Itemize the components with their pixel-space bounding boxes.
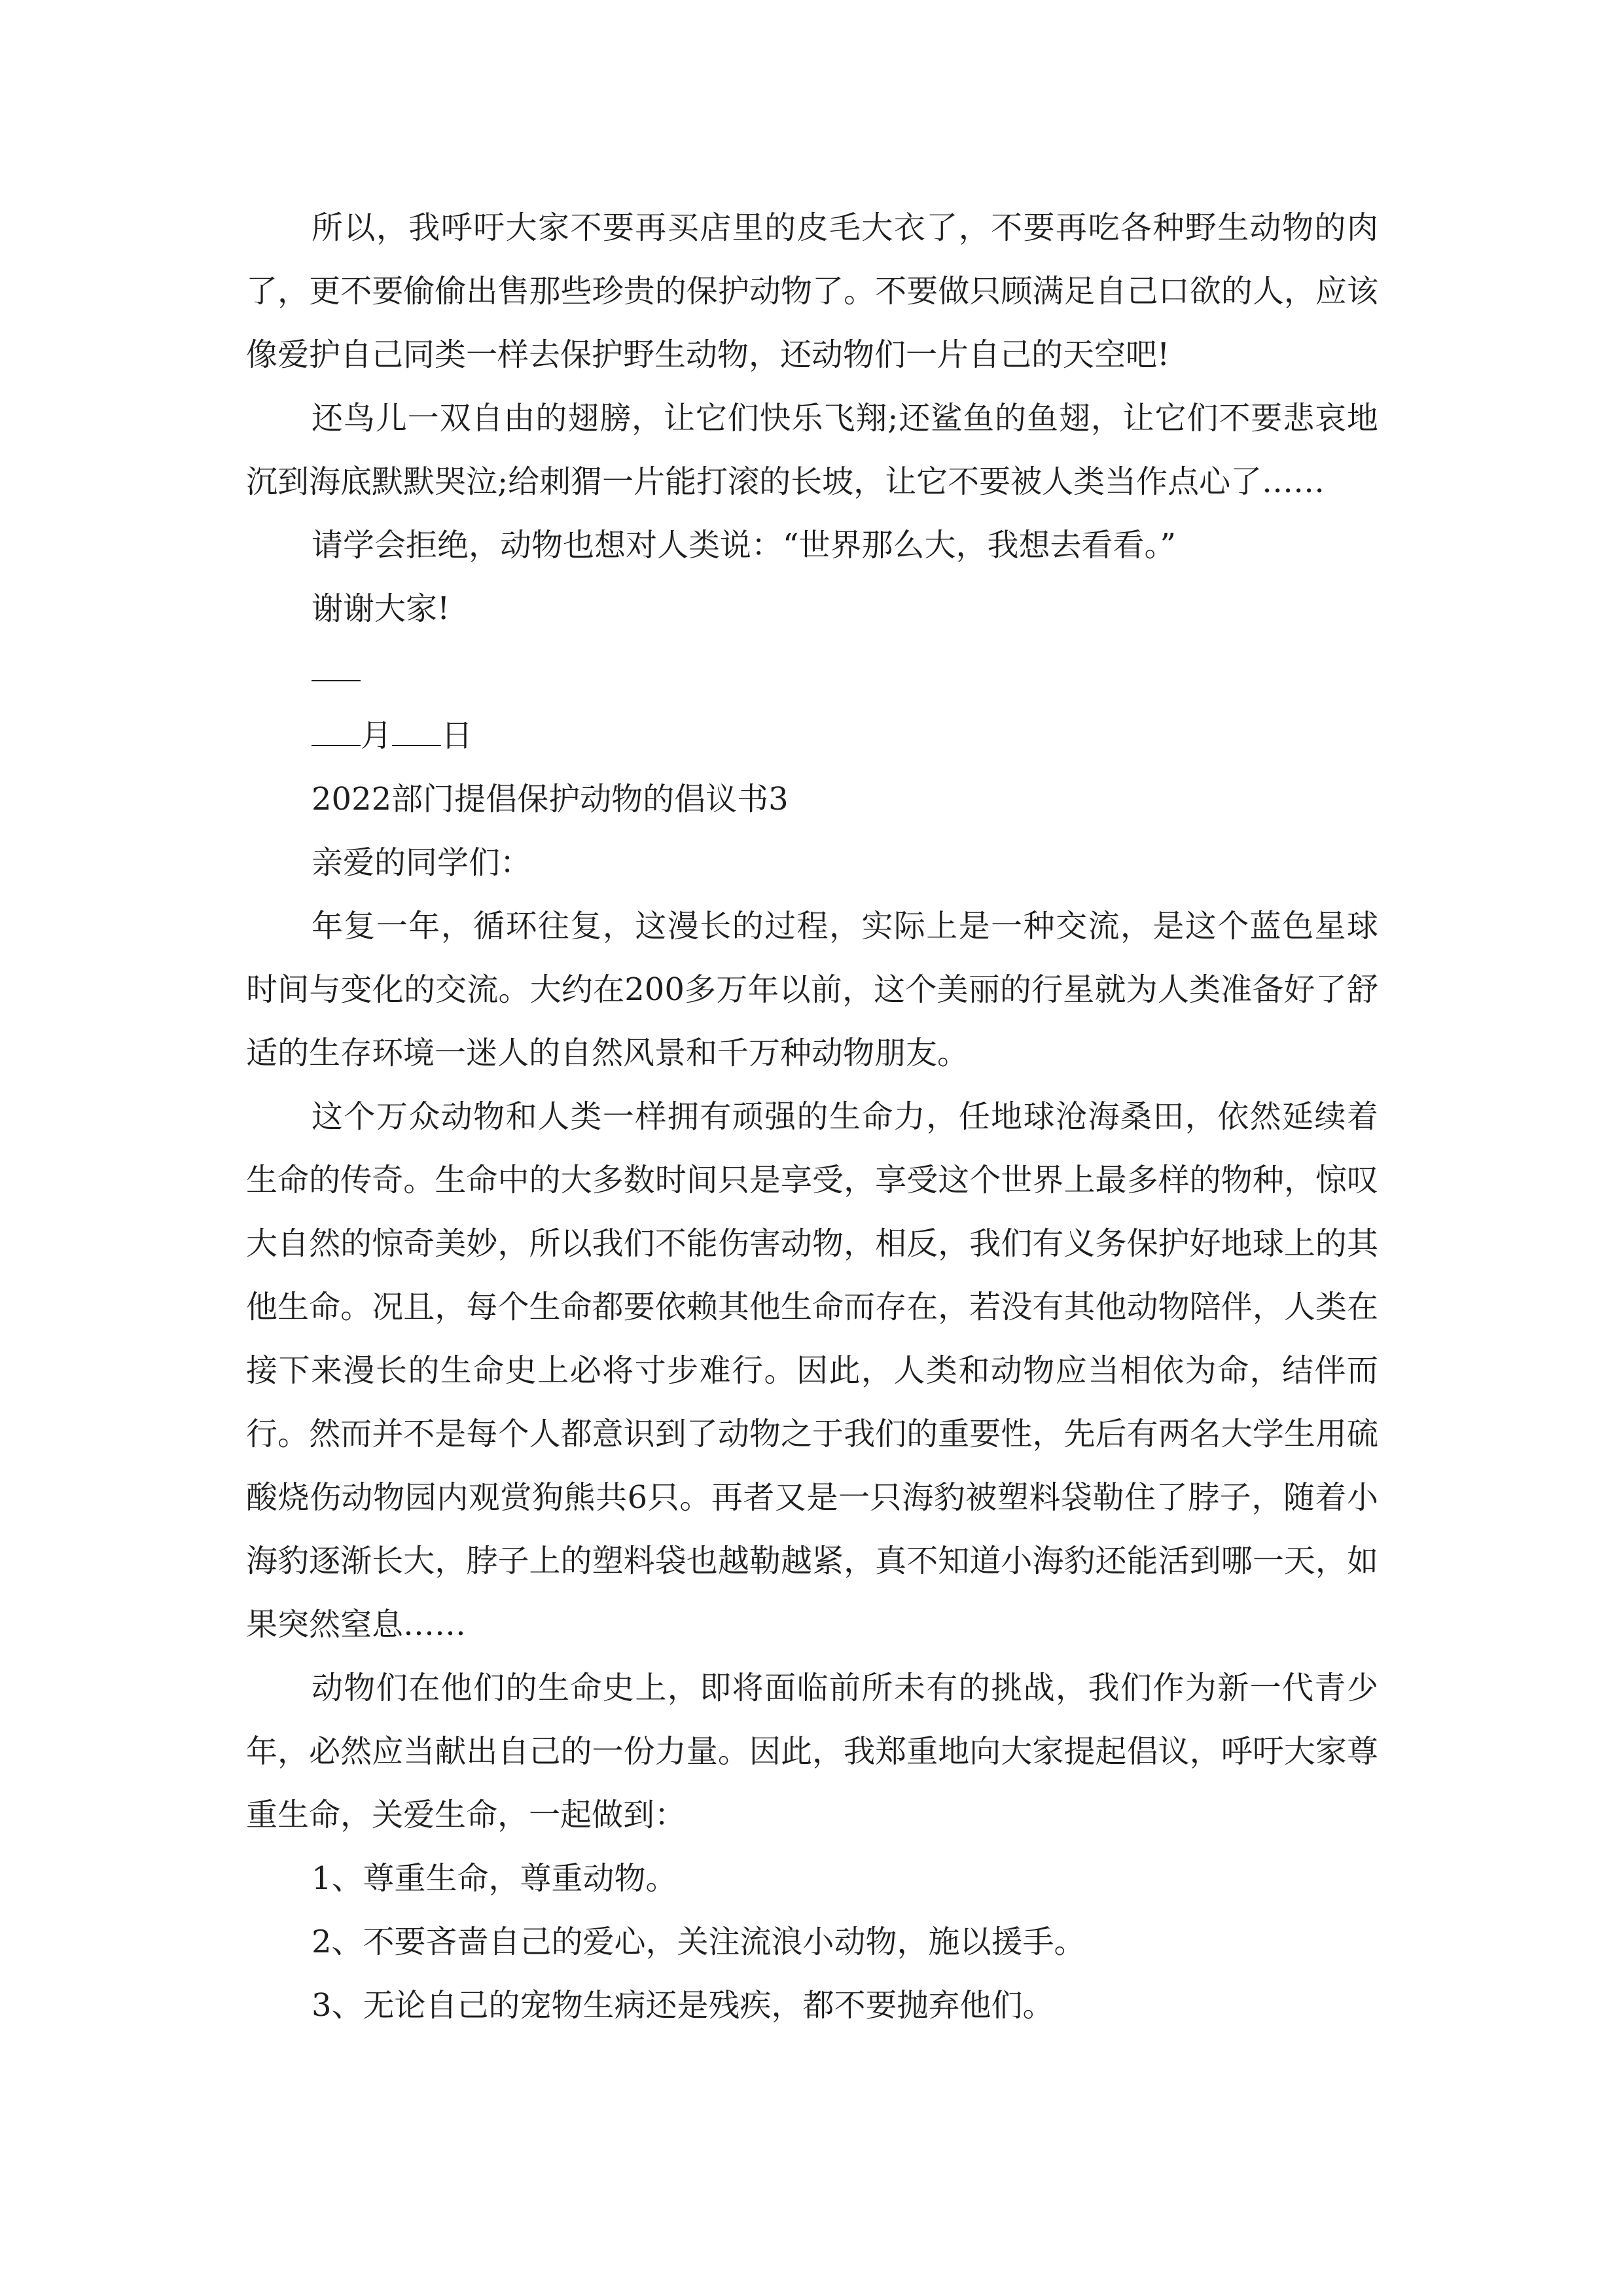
salutation: 亲爱的同学们： xyxy=(312,844,532,881)
month-label: 月 xyxy=(361,717,393,754)
list-item: 3、无论自己的宠物生病还是残疾，都不要抛弃他们。 xyxy=(312,1987,1054,2024)
month-blank xyxy=(312,719,361,746)
list-item: 1、尊重生命，尊重动物。 xyxy=(312,1860,677,1897)
section-title: 2022部门提倡保护动物的倡议书3 xyxy=(312,781,789,817)
date-line xyxy=(246,704,1378,768)
paragraph-proposal: 动物们在他们的生命史上，即将面临前所未有的挑战，我们作为新一代青少年，必然应当献出自己的一份力量。因此，我郑重地向大家提起倡议，呼吁大家尊重生命，关爱生命，一起做到： xyxy=(246,1670,1378,1833)
signature-rule xyxy=(312,680,361,681)
paragraph-quote: 请学会拒绝，动物也想对人类说：“世界那么大，我想去看看。” xyxy=(312,527,1177,564)
list-item: 2、不要吝啬自己的爱心，关注流浪小动物，施以援手。 xyxy=(312,1924,1086,1960)
document-body xyxy=(246,196,1378,2037)
paragraph-life: 这个万众动物和人类一样拥有顽强的生命力，任地球沧海桑田，依然延续着生命的传奇。生命中的大多数时间只是享受，享受这个世界上最多样的物种，惊叹大自然的惊奇美妙，所以我们不能伤害动物，相反，我们有义务保护好地球上的其他生命。况且，每个生命都要依赖其他生命而存在，若没有其他动物陪伴，人类在接下来漫长的生命史上必将寸步难行。因此，人类和动物应当相依为命，结伴而行。然而并不是每个人都意识到了动物之于我们的重要性，先后有两名大学生用硫酸烧伤动物园内观赏狗熊共6只。再者又是一只海豹被塑料袋勒住了脖子，随着小海豹逐渐长大，脖子上的塑料袋也越勒越紧，真不知道小海豹还能活到哪一天，如果突然窒息…… xyxy=(246,1098,1378,1643)
day-blank xyxy=(392,719,441,746)
paragraph-appeal: 所以，我呼吁大家不要再买店里的皮毛大衣了，不要再吃各种野生动物的肉了，更不要偷偷出售那些珍贵的保护动物了。不要做只顾满足自己口欲的人，应该像爱护自己同类一样去保护野生动物，还动物们一片自己的天空吧! xyxy=(246,209,1378,373)
paragraph-intro: 年复一年，循环往复，这漫长的过程，实际上是一种交流，是这个蓝色星球时间与变化的交流。大约在200多万年以前，这个美丽的行星就为人类准备好了舒适的生存环境一迷人的自然风景和千万种动物朋友。 xyxy=(246,908,1378,1071)
paragraph-return-animals: 还鸟儿一双自由的翅膀，让它们快乐飞翔;还鲨鱼的鱼翅，让它们不要悲哀地沉到海底默默哭泣;给刺猬一片能打滚的长坡，让它不要被人类当作点心了…… xyxy=(246,400,1378,500)
signature-blank-line xyxy=(246,641,1378,704)
day-label: 日 xyxy=(441,717,473,754)
paragraph-thanks: 谢谢大家! xyxy=(312,590,450,627)
